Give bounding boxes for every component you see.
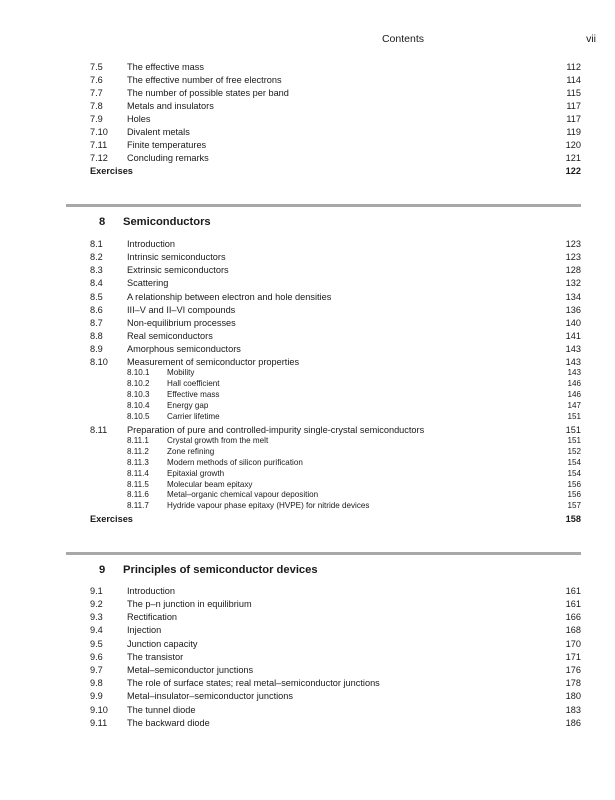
toc-entry[interactable] <box>90 356 581 368</box>
section-title: Metal–insulator–semiconductor junctions <box>127 691 293 701</box>
toc-entry[interactable] <box>90 87 581 99</box>
toc-entry[interactable] <box>90 113 581 125</box>
section-page: 136 <box>565 305 581 315</box>
section-title: Holes <box>127 114 151 124</box>
toc-subentry[interactable] <box>90 458 581 468</box>
subsection-number: 8.11.7 <box>127 501 149 510</box>
section-title: Concluding remarks <box>127 153 209 163</box>
section-page: 117 <box>566 101 581 111</box>
toc-subentry[interactable] <box>90 412 581 422</box>
section-number: 8.7 <box>90 318 103 328</box>
subsection-number: 8.10.4 <box>127 401 150 410</box>
toc-entry[interactable] <box>90 704 581 716</box>
section-page: 161 <box>565 599 581 609</box>
subsection-number: 8.10.5 <box>127 412 150 421</box>
toc-entry[interactable] <box>90 100 581 112</box>
toc-entry[interactable] <box>90 611 581 623</box>
subsection-page: 151 <box>567 412 581 421</box>
section-page: 178 <box>565 678 581 688</box>
subsection-number: 8.11.6 <box>127 490 149 499</box>
section-number: 9.1 <box>90 586 103 596</box>
subsection-page: 146 <box>567 379 581 388</box>
section-page: 143 <box>565 357 581 367</box>
toc-entry[interactable] <box>90 598 581 610</box>
section-title: The role of surface states; real metal–semiconductor junctions <box>127 678 380 688</box>
toc-entry[interactable] <box>90 291 581 303</box>
section-number: 8.8 <box>90 331 103 341</box>
subsection-title: Mobility <box>167 368 195 377</box>
toc-subentry[interactable] <box>90 447 581 457</box>
subsection-number: 8.10.1 <box>127 368 150 377</box>
section-page: 134 <box>565 292 581 302</box>
toc-entry[interactable] <box>90 74 581 86</box>
subsection-title: Epitaxial growth <box>167 469 225 478</box>
toc-entry[interactable] <box>90 624 581 636</box>
toc-subentry[interactable] <box>90 469 581 479</box>
section-number: 9.11 <box>90 718 108 728</box>
section-number: 8.10 <box>90 357 108 367</box>
section-number: 7.12 <box>90 153 108 163</box>
subsection-page: 143 <box>567 368 581 377</box>
section-title: Measurement of semiconductor properties <box>127 357 300 367</box>
section-page: 141 <box>565 331 581 341</box>
subsection-number: 8.10.3 <box>127 390 150 399</box>
subsection-title: Effective mass <box>167 390 220 399</box>
section-title: A relationship between electron and hole densities <box>127 292 332 302</box>
section-page: 168 <box>565 625 581 635</box>
chapter-number: 9 <box>99 564 106 576</box>
subsection-title: Energy gap <box>167 401 209 410</box>
section-page: 151 <box>565 425 581 435</box>
exercises-page: 122 <box>565 166 581 176</box>
section-title: Scattering <box>127 278 169 288</box>
chapter-heading-8[interactable] <box>66 204 581 234</box>
toc-subentry[interactable] <box>90 368 581 378</box>
section-number: 9.4 <box>90 625 103 635</box>
toc-entry[interactable] <box>90 651 581 663</box>
subsection-number: 8.11.3 <box>127 458 149 467</box>
toc-entry[interactable] <box>90 264 581 276</box>
section-title: Intrinsic semiconductors <box>127 252 226 262</box>
running-head <box>0 33 615 47</box>
running-head-title: Contents <box>381 33 424 45</box>
section-title: Metal–semiconductor junctions <box>127 665 254 675</box>
exercises-page: 158 <box>565 514 581 524</box>
toc-subentry[interactable] <box>90 480 581 490</box>
section-page: 143 <box>565 344 581 354</box>
subsection-page: 152 <box>567 447 581 456</box>
subsection-page: 156 <box>567 490 581 499</box>
chapter-title: Principles of semiconductor devices <box>123 564 318 576</box>
section-title: The transistor <box>127 652 184 662</box>
subsection-title: Molecular beam epitaxy <box>167 480 253 489</box>
subsection-title: Modern methods of silicon purification <box>167 458 303 467</box>
toc-entry[interactable] <box>90 585 581 597</box>
toc-entry[interactable] <box>90 677 581 689</box>
section-title: III–V and II–VI compounds <box>127 305 236 315</box>
toc-entry[interactable] <box>90 343 581 355</box>
section-number: 8.11 <box>90 425 108 435</box>
section-page: 140 <box>565 318 581 328</box>
toc-subentry[interactable] <box>90 390 581 400</box>
subsection-page: 157 <box>567 501 581 510</box>
subsection-number: 8.11.1 <box>127 436 149 445</box>
toc-entry[interactable] <box>90 61 581 73</box>
section-title: Preparation of pure and controlled-impurity single-crystal semiconductors <box>127 425 425 435</box>
subsection-page: 156 <box>567 480 581 489</box>
section-title: Injection <box>127 625 162 635</box>
section-page: 186 <box>565 718 581 728</box>
chapter-number: 8 <box>99 216 106 228</box>
section-number: 9.9 <box>90 691 103 701</box>
toc-entry[interactable] <box>90 304 581 316</box>
subsection-number: 8.10.2 <box>127 379 150 388</box>
toc-subentry[interactable] <box>90 501 581 511</box>
section-title: The number of possible states per band <box>127 88 289 98</box>
section-page: 176 <box>565 665 581 675</box>
section-page: 166 <box>565 612 581 622</box>
section-number: 8.2 <box>90 252 103 262</box>
section-title: Real semiconductors <box>127 331 213 341</box>
section-page: 171 <box>565 652 581 662</box>
section-number: 8.6 <box>90 305 103 315</box>
exercises-label: Exercises <box>90 166 133 176</box>
section-number: 8.4 <box>90 278 103 288</box>
section-number: 7.7 <box>90 88 103 98</box>
section-page: 170 <box>565 639 581 649</box>
section-title: The backward diode <box>127 718 210 728</box>
subsection-title: Crystal growth from the melt <box>167 436 269 445</box>
toc-entry[interactable] <box>90 664 581 676</box>
section-title: Divalent metals <box>127 127 190 137</box>
section-page: 132 <box>565 278 581 288</box>
section-page: 115 <box>566 88 581 98</box>
section-page: 123 <box>565 252 581 262</box>
section-title: The tunnel diode <box>127 705 196 715</box>
toc-subentry[interactable] <box>90 401 581 411</box>
section-number: 7.11 <box>90 140 108 150</box>
toc-subentry[interactable] <box>90 379 581 389</box>
exercises-label: Exercises <box>90 514 133 524</box>
section-page: 180 <box>565 691 581 701</box>
subsection-number: 8.11.5 <box>127 480 149 489</box>
section-title: Non-equilibrium processes <box>127 318 236 328</box>
section-number: 8.3 <box>90 265 103 275</box>
toc-subentry[interactable] <box>90 490 581 500</box>
section-number: 7.8 <box>90 101 103 111</box>
toc-entry[interactable] <box>90 277 581 289</box>
toc-subentry[interactable] <box>90 436 581 446</box>
section-page: 128 <box>565 265 581 275</box>
subsection-page: 154 <box>567 458 581 467</box>
toc-exercises[interactable] <box>90 165 581 177</box>
section-page: 120 <box>565 140 581 150</box>
subsection-number: 8.11.2 <box>127 447 149 456</box>
subsection-title: Hall coefficient <box>167 379 220 388</box>
toc-entry[interactable] <box>90 717 581 729</box>
subsection-page: 147 <box>567 401 581 410</box>
section-number: 7.6 <box>90 75 103 85</box>
subsection-title: Carrier lifetime <box>167 412 220 421</box>
subsection-page: 154 <box>567 469 581 478</box>
section-title: The effective mass <box>127 62 204 72</box>
section-page: 183 <box>565 705 581 715</box>
subsection-title: Metal–organic chemical vapour deposition <box>167 490 319 499</box>
section-number: 9.8 <box>90 678 103 688</box>
section-page: 123 <box>565 239 581 249</box>
section-title: Introduction <box>127 239 176 249</box>
section-number: 8.1 <box>90 239 103 249</box>
toc-entry[interactable] <box>90 126 581 138</box>
section-number: 7.10 <box>90 127 108 137</box>
chapter-heading-9[interactable] <box>66 552 581 582</box>
section-title: Introduction <box>127 586 176 596</box>
toc-entry[interactable] <box>90 330 581 342</box>
section-title: Amorphous semiconductors <box>127 344 241 354</box>
section-number: 8.5 <box>90 292 103 302</box>
section-title: Extrinsic semiconductors <box>127 265 229 275</box>
subsection-page: 151 <box>567 436 581 445</box>
section-number: 9.6 <box>90 652 103 662</box>
section-title: The p–n junction in equilibrium <box>127 599 252 609</box>
toc-entry[interactable] <box>90 238 581 250</box>
section-number: 9.2 <box>90 599 103 609</box>
section-number: 9.5 <box>90 639 103 649</box>
toc-entry[interactable] <box>90 424 581 436</box>
section-title: The effective number of free electrons <box>127 75 282 85</box>
section-page: 161 <box>565 586 581 596</box>
toc-entry[interactable] <box>90 139 581 151</box>
page-number: vii <box>586 33 596 45</box>
section-title: Finite temperatures <box>127 140 207 150</box>
section-title: Rectification <box>127 612 178 622</box>
section-number: 9.7 <box>90 665 103 675</box>
chapter-title: Semiconductors <box>123 216 211 228</box>
section-number: 9.10 <box>90 705 108 715</box>
subsection-title: Zone refining <box>167 447 215 456</box>
subsection-title: Hydride vapour phase epitaxy (HVPE) for nitride devices <box>167 501 370 510</box>
toc-entry[interactable] <box>90 690 581 702</box>
subsection-number: 8.11.4 <box>127 469 149 478</box>
section-page: 119 <box>566 127 581 137</box>
section-number: 8.9 <box>90 344 103 354</box>
section-title: Metals and insulators <box>127 101 214 111</box>
toc-entry[interactable] <box>90 317 581 329</box>
toc-exercises[interactable] <box>90 513 581 525</box>
subsection-page: 146 <box>567 390 581 399</box>
toc-entry[interactable] <box>90 251 581 263</box>
section-page: 114 <box>566 75 581 85</box>
section-number: 7.9 <box>90 114 103 124</box>
section-title: Junction capacity <box>127 639 198 649</box>
section-number: 9.3 <box>90 612 103 622</box>
toc-entry[interactable] <box>90 152 581 164</box>
section-page: 117 <box>566 114 581 124</box>
section-page: 112 <box>566 62 581 72</box>
section-page: 121 <box>565 153 581 163</box>
toc-entry[interactable] <box>90 638 581 650</box>
section-number: 7.5 <box>90 62 103 72</box>
